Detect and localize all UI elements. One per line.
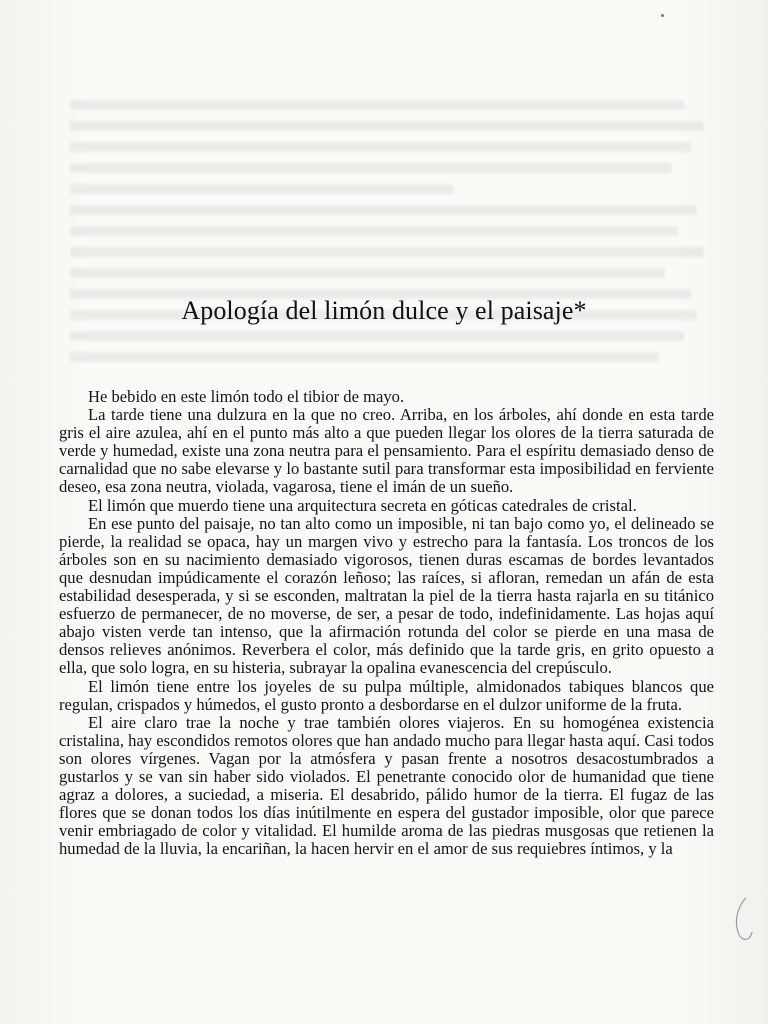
paragraph: He bebido en este limón todo el tibior de mayo.: [88, 387, 405, 406]
paragraph: El limón que muerdo tiene una arquitectura secreta en góticas catedrales de cristal.: [88, 495, 637, 515]
show-through-bleed: [70, 100, 710, 400]
paragraph: El limón tiene entre los joyeles de su pulpa múltiple, almidonados tabiques blancos que regulan, crispados y húmedos, el gusto pronto a desbordarse en el dulzor uniforme de la fruta.: [59, 676, 714, 714]
paragraph: El aire claro trae la noche y trae también olores viajeros. En su homogénea existencia cristalina, hay escondidos remotos olores que han andado mucho para llegar hasta aquí. Casi todos son olores vírgenes. Vagan por la atmósfera y pasan frente a nosotros desacostumbrados a gustarlos y se van sin haber sido violados. El penetrante conocido olor de humanidad que tiene agraz a dolores, a suciedad, a miseria. El desabrido, pálido humor de la tierra. El fugaz de las flores que se donan todos los días inútilmente en espera del gustador imposible, olor que parece venir embriagado de color y vitalidad. El humilde aroma de las piedras musgosas que retienen la humedad de la lluvia, la encariñan, la hacen hervir en el amor de sus requiebres íntimos, y la: [59, 712, 714, 859]
pencil-mark: [732, 896, 756, 946]
paragraph: En ese punto del paisaje, no tan alto como un imposible, ni tan bajo como yo, el delineado se pierde, la realidad se opaca, hay un margen vivo y estrecho para la fantasía. Los troncos de los árboles son en su nacimiento demasiado vigorosos, tienen duras escamas de bordes levantados que desnudan impúdicamente el corazón leñoso; las raíces, si afloran, remedan un afán de esta estabilidad desesperada, y si se esconden, maltratan la piel de la tierra hasta rajarla en su titánico esfuerzo de permanecer, de no moverse, de ser, a pesar de todo, indefinidamente. Las hojas aquí abajo visten verde tan intenso, que la afirmación rotunda del color se pierde en una masa de densos relieves anónimos. Reverbera el color, más definido que la tarde gris, en grito opuesto a ella, que solo logra, en su histeria, subrayar la opalina evanescencia del crepúsculo.: [59, 513, 714, 678]
body-text: [59, 388, 714, 858]
ink-dot: [661, 14, 664, 17]
page-title: Apología del limón dulce y el paisaje*: [181, 296, 587, 325]
paragraph: La tarde tiene una dulzura en la que no creo. Arriba, en los árboles, ahí donde en esta tarde gris el aire azulea, ahí en el punto más alto a que pueden llegar los olores de la tierra saturada de verde y humedad, existe una zona neutra para el pensamiento. Para el espíritu demasiado denso de carnalidad que no sabe elevarse y lo bastante sutil para transformar esta imposibilidad en ferviente deseo, esa zona neutra, violada, vagarosa, tiene el imán de un sueño.: [59, 405, 714, 497]
